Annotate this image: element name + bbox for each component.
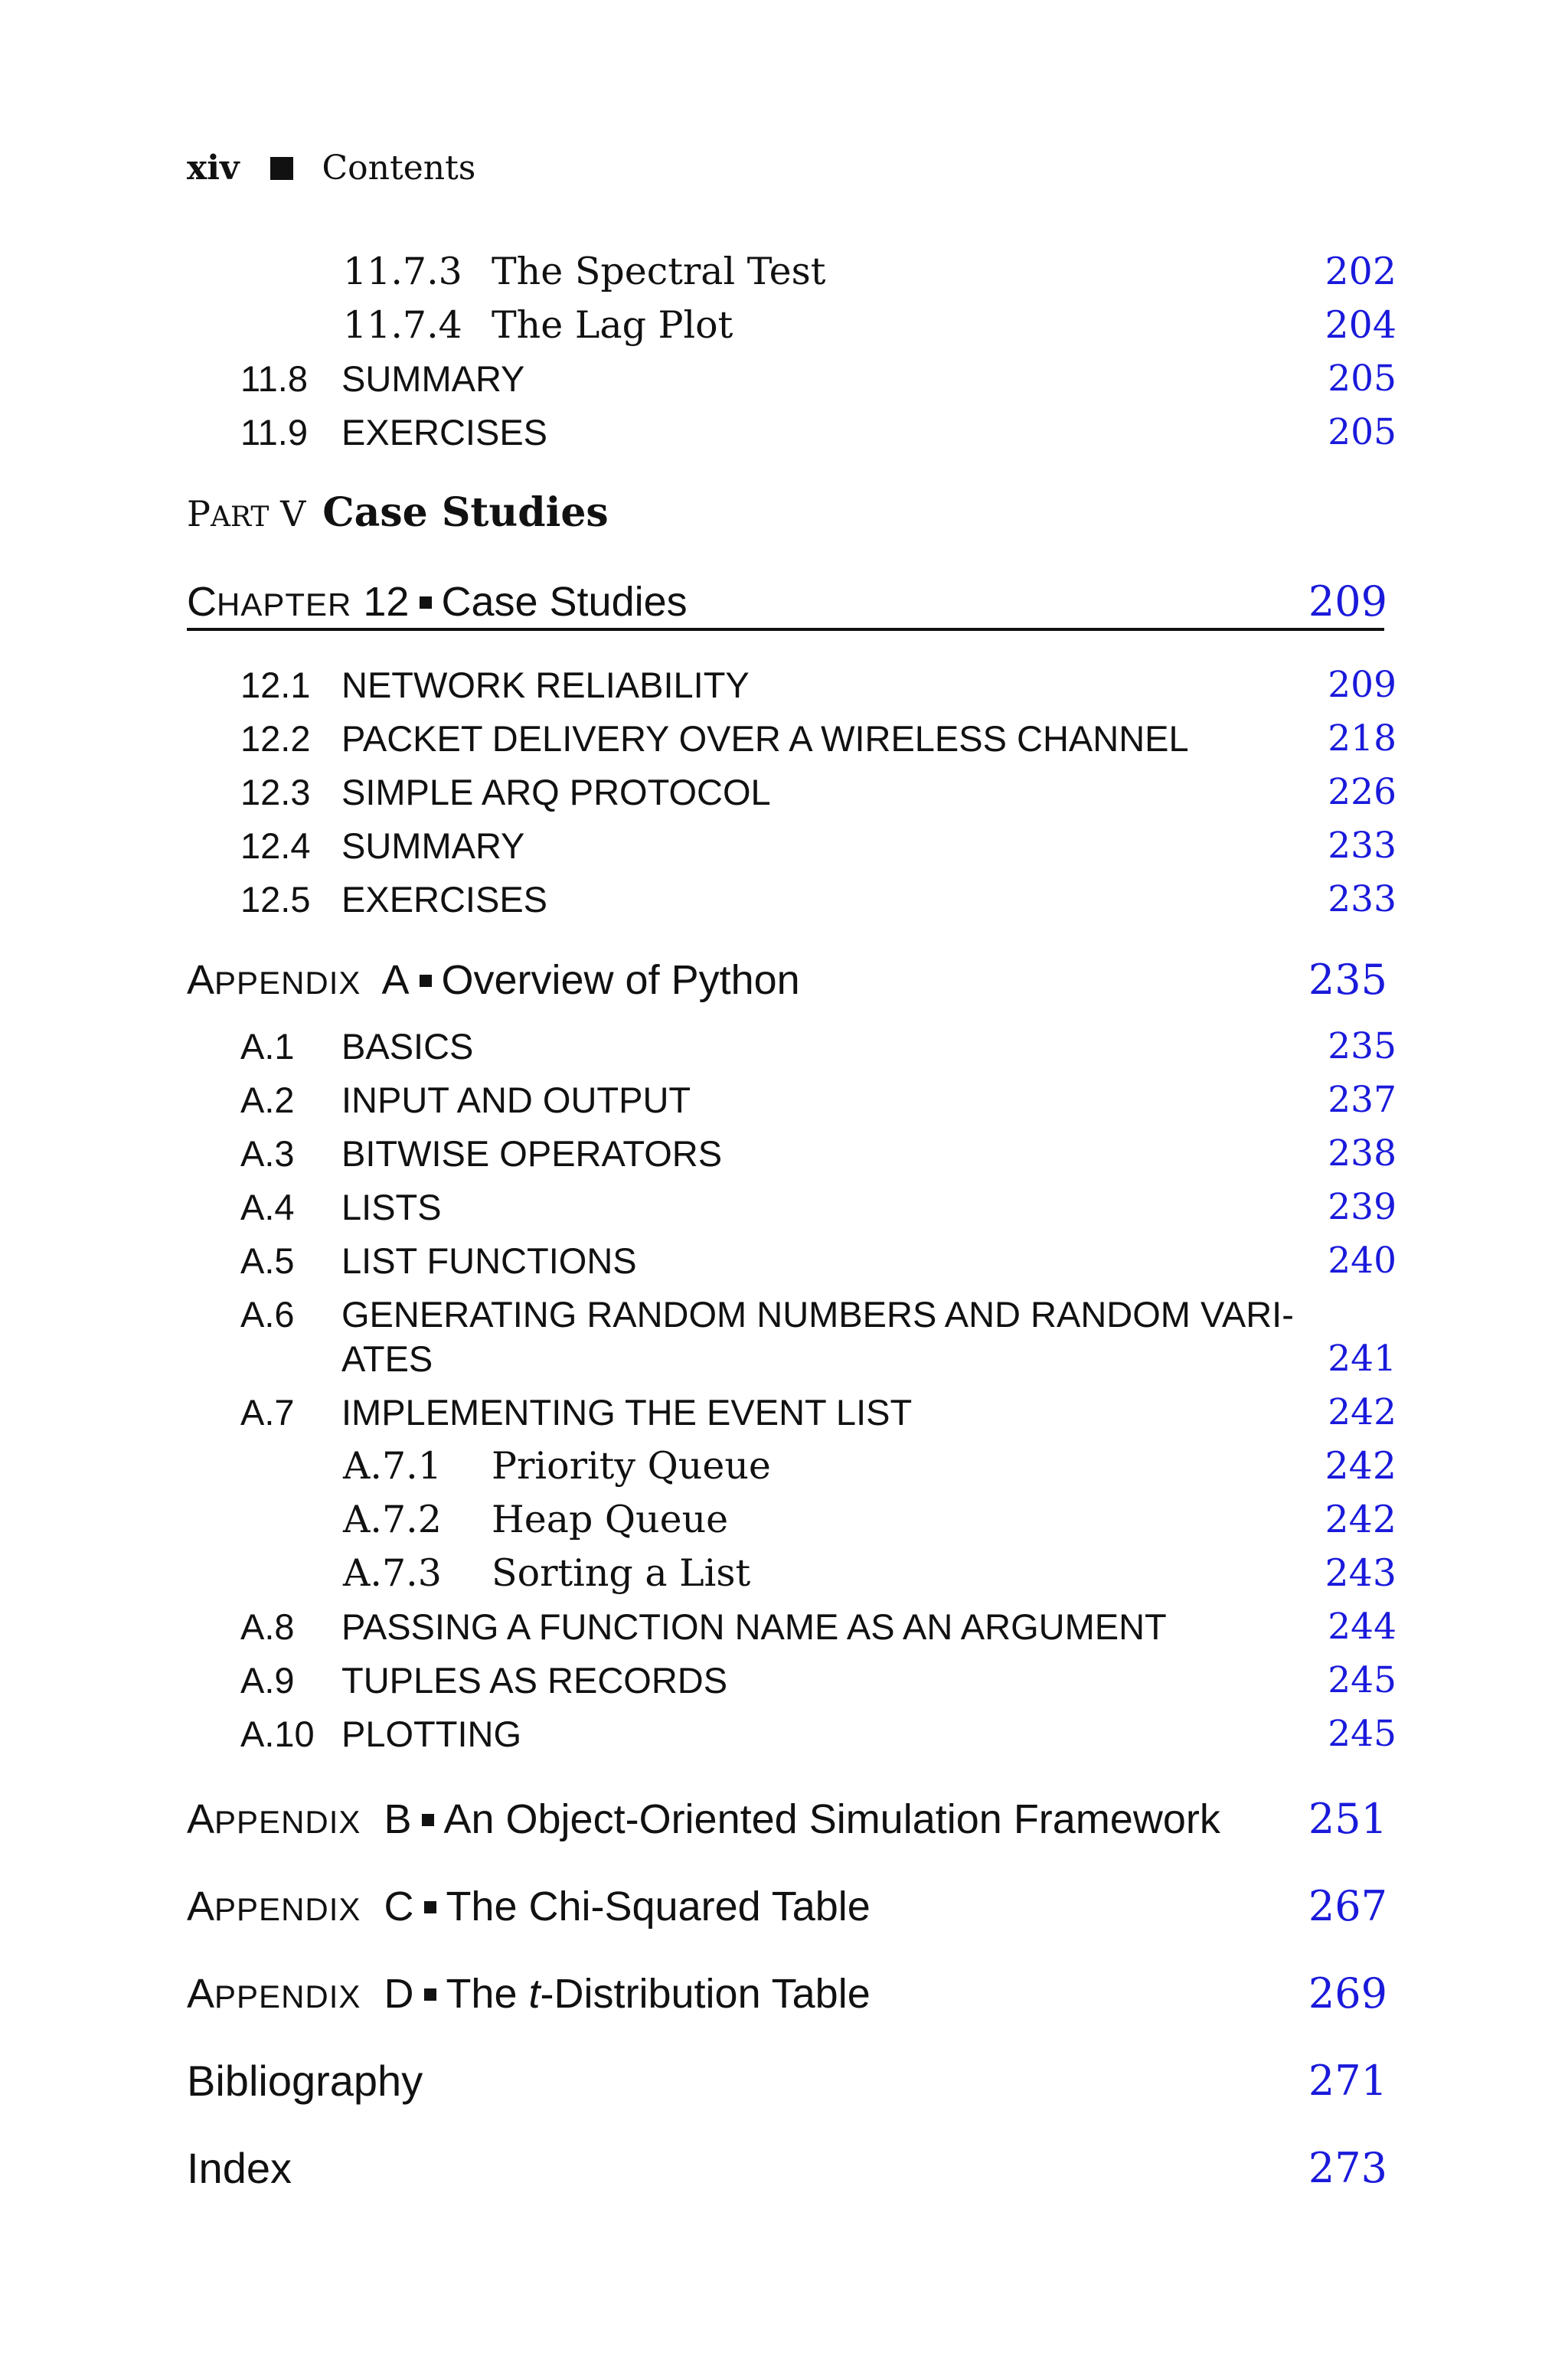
entry-number: 12.4	[240, 825, 311, 866]
toc-entry-11-9[interactable]	[0, 406, 1568, 459]
appendix-page-link[interactable]: 235	[1308, 956, 1387, 1004]
toc-entry-a-3[interactable]	[0, 1127, 1568, 1181]
appendix-heading-text	[187, 1963, 871, 2028]
appendix-heading-text	[187, 1876, 871, 1940]
entry-title: The Lag Plot	[492, 303, 733, 347]
entry-title: Priority Queue	[492, 1444, 771, 1488]
entry-page-link[interactable]: 241	[1328, 1338, 1396, 1380]
toc-entry-a-2[interactable]	[0, 1073, 1568, 1127]
toc-entry-a-1[interactable]	[0, 1020, 1568, 1073]
entry-page-link[interactable]: 242	[1328, 1391, 1396, 1433]
toc-entry-a-4[interactable]	[0, 1181, 1568, 1234]
entry-page-link[interactable]: 242	[1325, 1444, 1396, 1488]
toc-entry-a-9[interactable]	[0, 1654, 1568, 1707]
entry-page-link[interactable]: 235	[1328, 1025, 1396, 1067]
toc-entry-a-10[interactable]	[0, 1707, 1568, 1761]
entry-page-link[interactable]: 209	[1328, 664, 1396, 706]
entry-number: A.7.1	[343, 1444, 442, 1488]
chapter-page-link[interactable]: 209	[1308, 577, 1387, 626]
appendix-a-heading[interactable]	[0, 949, 1568, 1011]
entry-number: A.6	[240, 1294, 295, 1335]
entry-number: 11.9	[240, 412, 308, 453]
entry-page-link[interactable]: 218	[1328, 717, 1396, 760]
toc-entry-11-7-4[interactable]	[0, 299, 1568, 352]
entry-number: 11.8	[240, 358, 308, 399]
appendix-page-link[interactable]: 267	[1308, 1882, 1387, 1930]
appendix-heading-text	[187, 1789, 1220, 1853]
appendix-heading-text	[187, 949, 800, 1014]
running-title: Contents	[322, 149, 476, 188]
entry-title: PACKET DELIVERY OVER A WIRELESS CHANNEL	[341, 718, 1189, 759]
entry-title: INPUT AND OUTPUT	[341, 1080, 691, 1120]
appendix-c-heading[interactable]	[0, 1876, 1568, 1937]
toc-entry-12-4[interactable]	[0, 819, 1568, 873]
part-heading	[187, 482, 609, 544]
part-title: Case Studies	[322, 489, 609, 536]
chapter-label-initial: C	[187, 579, 217, 625]
entry-title: BASICS	[341, 1026, 474, 1067]
bullet-square-icon	[420, 975, 432, 987]
appendix-title-prefix: The	[446, 1971, 529, 2017]
entry-page-link[interactable]: 226	[1328, 771, 1396, 813]
chapter-heading-text	[187, 571, 688, 636]
appendix-label-smallcaps: PPENDIX	[214, 1891, 361, 1927]
toc-entry-12-2[interactable]	[0, 712, 1568, 766]
appendix-label-initial: A	[187, 1884, 215, 1930]
entry-page-link[interactable]: 240	[1328, 1240, 1396, 1282]
entry-number: 12.5	[240, 879, 311, 920]
toc-entry-a-7-2[interactable]	[0, 1493, 1568, 1547]
appendix-letter: D	[384, 1971, 414, 2017]
bullet-square-icon	[424, 1988, 436, 2001]
entry-title: IMPLEMENTING THE EVENT LIST	[341, 1392, 913, 1433]
entry-title: BITWISE OPERATORS	[341, 1133, 723, 1174]
index-entry[interactable]	[0, 2138, 1568, 2199]
toc-entry-a-6[interactable]	[0, 1288, 1568, 1386]
appendix-label-initial: A	[187, 957, 215, 1003]
entry-title: PASSING A FUNCTION NAME AS AN ARGUMENT	[341, 1606, 1167, 1647]
entry-number: A.4	[240, 1187, 295, 1227]
entry-title: SUMMARY	[341, 825, 525, 866]
part-label-initial: P	[187, 493, 211, 534]
entry-title: The Spectral Test	[492, 250, 826, 293]
appendix-page-link[interactable]: 269	[1308, 1969, 1387, 2018]
entry-title: Sorting a List	[492, 1551, 751, 1595]
appendix-label-initial: A	[187, 1796, 215, 1842]
entry-title: TUPLES AS RECORDS	[341, 1660, 728, 1701]
bullet-square-icon	[422, 1814, 434, 1826]
entry-number: A.10	[240, 1714, 315, 1754]
entry-page-link[interactable]: 205	[1328, 411, 1396, 453]
entry-number: 12.2	[240, 718, 311, 759]
entry-title: NETWORK RELIABILITY	[341, 665, 750, 705]
entry-number: 12.3	[240, 772, 311, 812]
entry-page-link[interactable]: 242	[1325, 1498, 1396, 1541]
chapter-12-heading[interactable]	[0, 571, 1568, 632]
entry-page-link[interactable]: 204	[1325, 303, 1396, 347]
toc-entry-a-7[interactable]	[0, 1386, 1568, 1439]
entry-title: PLOTTING	[341, 1714, 522, 1754]
entry-number: A.1	[240, 1026, 295, 1067]
entry-title: EXERCISES	[341, 412, 548, 453]
entry-title-continued: ATES	[341, 1338, 433, 1379]
entry-title: SIMPLE ARQ PROTOCOL	[341, 772, 771, 812]
chapter-label-smallcaps: HAPTER	[217, 587, 352, 622]
toc-entry-11-8[interactable]	[0, 352, 1568, 406]
header-square-bullet	[270, 157, 293, 180]
entry-page-link[interactable]: 243	[1325, 1551, 1396, 1595]
entry-number: A.3	[240, 1133, 295, 1174]
chapter-rule	[187, 628, 1384, 631]
appendix-title-italic-t: t	[528, 1971, 541, 2017]
appendix-title: The Chi-Squared Table	[446, 1884, 871, 1930]
toc-entry-a-8[interactable]	[0, 1600, 1568, 1654]
appendix-letter: A	[381, 957, 410, 1003]
appendix-label-smallcaps: PPENDIX	[214, 1979, 361, 2014]
entry-page-link[interactable]: 233	[1328, 878, 1396, 920]
toc-entry-a-7-1[interactable]	[0, 1439, 1568, 1493]
entry-page-link[interactable]: 233	[1328, 825, 1396, 867]
bullet-square-icon	[424, 1901, 436, 1913]
appendix-title-suffix: -Distribution Table	[540, 1971, 871, 2017]
entry-page-link[interactable]: 202	[1325, 250, 1396, 293]
entry-page-link[interactable]: 244	[1328, 1606, 1396, 1648]
appendix-b-heading[interactable]	[0, 1789, 1568, 1850]
toc-entry-11-7-3[interactable]	[0, 245, 1568, 299]
entry-title: GENERATING RANDOM NUMBERS AND RANDOM VARI-	[341, 1294, 1294, 1335]
appendix-label-initial: A	[187, 1971, 215, 2017]
part-label-smallcaps: ART	[210, 502, 270, 533]
toc-entry-12-3[interactable]	[0, 766, 1568, 819]
bullet-square-icon	[420, 596, 432, 609]
entry-page-link[interactable]: 238	[1328, 1132, 1396, 1175]
entry-title: SUMMARY	[341, 358, 525, 399]
entry-number: A.8	[240, 1606, 295, 1647]
appendix-label-smallcaps: PPENDIX	[214, 965, 361, 1001]
bibliography-title: Bibliography	[187, 2057, 423, 2105]
appendix-page-link[interactable]: 251	[1308, 1795, 1387, 1843]
entry-number: 11.7.4	[343, 303, 462, 347]
chapter-title: Case Studies	[441, 579, 688, 625]
entry-number: 11.7.3	[343, 250, 462, 293]
appendix-letter: C	[384, 1884, 414, 1930]
entry-number: A.9	[240, 1660, 295, 1701]
entry-number: 12.1	[240, 665, 311, 705]
bibliography-page-link[interactable]: 271	[1308, 2057, 1387, 2105]
bibliography-entry[interactable]	[0, 2050, 1568, 2112]
toc-entry-a-5[interactable]	[0, 1234, 1568, 1288]
appendix-label-smallcaps: PPENDIX	[214, 1804, 361, 1840]
entry-page-link[interactable]: 237	[1328, 1079, 1396, 1121]
entry-title: LIST FUNCTIONS	[341, 1240, 637, 1281]
index-title: Index	[187, 2144, 292, 2192]
entry-number: A.7	[240, 1392, 295, 1433]
entry-number: A.7.2	[343, 1498, 442, 1541]
entry-number: A.7.3	[343, 1551, 442, 1595]
appendix-d-heading[interactable]	[0, 1963, 1568, 2024]
entry-page-link[interactable]: 245	[1328, 1713, 1396, 1755]
entry-page-link[interactable]: 239	[1328, 1186, 1396, 1228]
toc-entry-12-1[interactable]	[0, 658, 1568, 712]
part-label	[187, 493, 305, 534]
entry-number: A.5	[240, 1240, 295, 1281]
entry-title: Heap Queue	[492, 1498, 729, 1541]
entry-number: A.2	[240, 1080, 295, 1120]
appendix-letter: B	[384, 1796, 412, 1842]
part-roman-numeral: V	[280, 493, 306, 534]
toc-entry-12-5[interactable]	[0, 873, 1568, 926]
page-number-label: xiv	[187, 149, 240, 188]
entry-page-link[interactable]: 245	[1328, 1659, 1396, 1701]
appendix-title: Overview of Python	[441, 957, 800, 1003]
entry-title: EXERCISES	[341, 879, 548, 920]
appendix-title: An Object-Oriented Simulation Framework	[443, 1796, 1220, 1842]
index-page-link[interactable]: 273	[1308, 2144, 1387, 2192]
running-header	[187, 145, 475, 191]
entry-page-link[interactable]: 205	[1328, 358, 1396, 400]
toc-entry-a-7-3[interactable]	[0, 1547, 1568, 1600]
chapter-number: 12	[363, 579, 410, 625]
entry-title: LISTS	[341, 1187, 442, 1227]
